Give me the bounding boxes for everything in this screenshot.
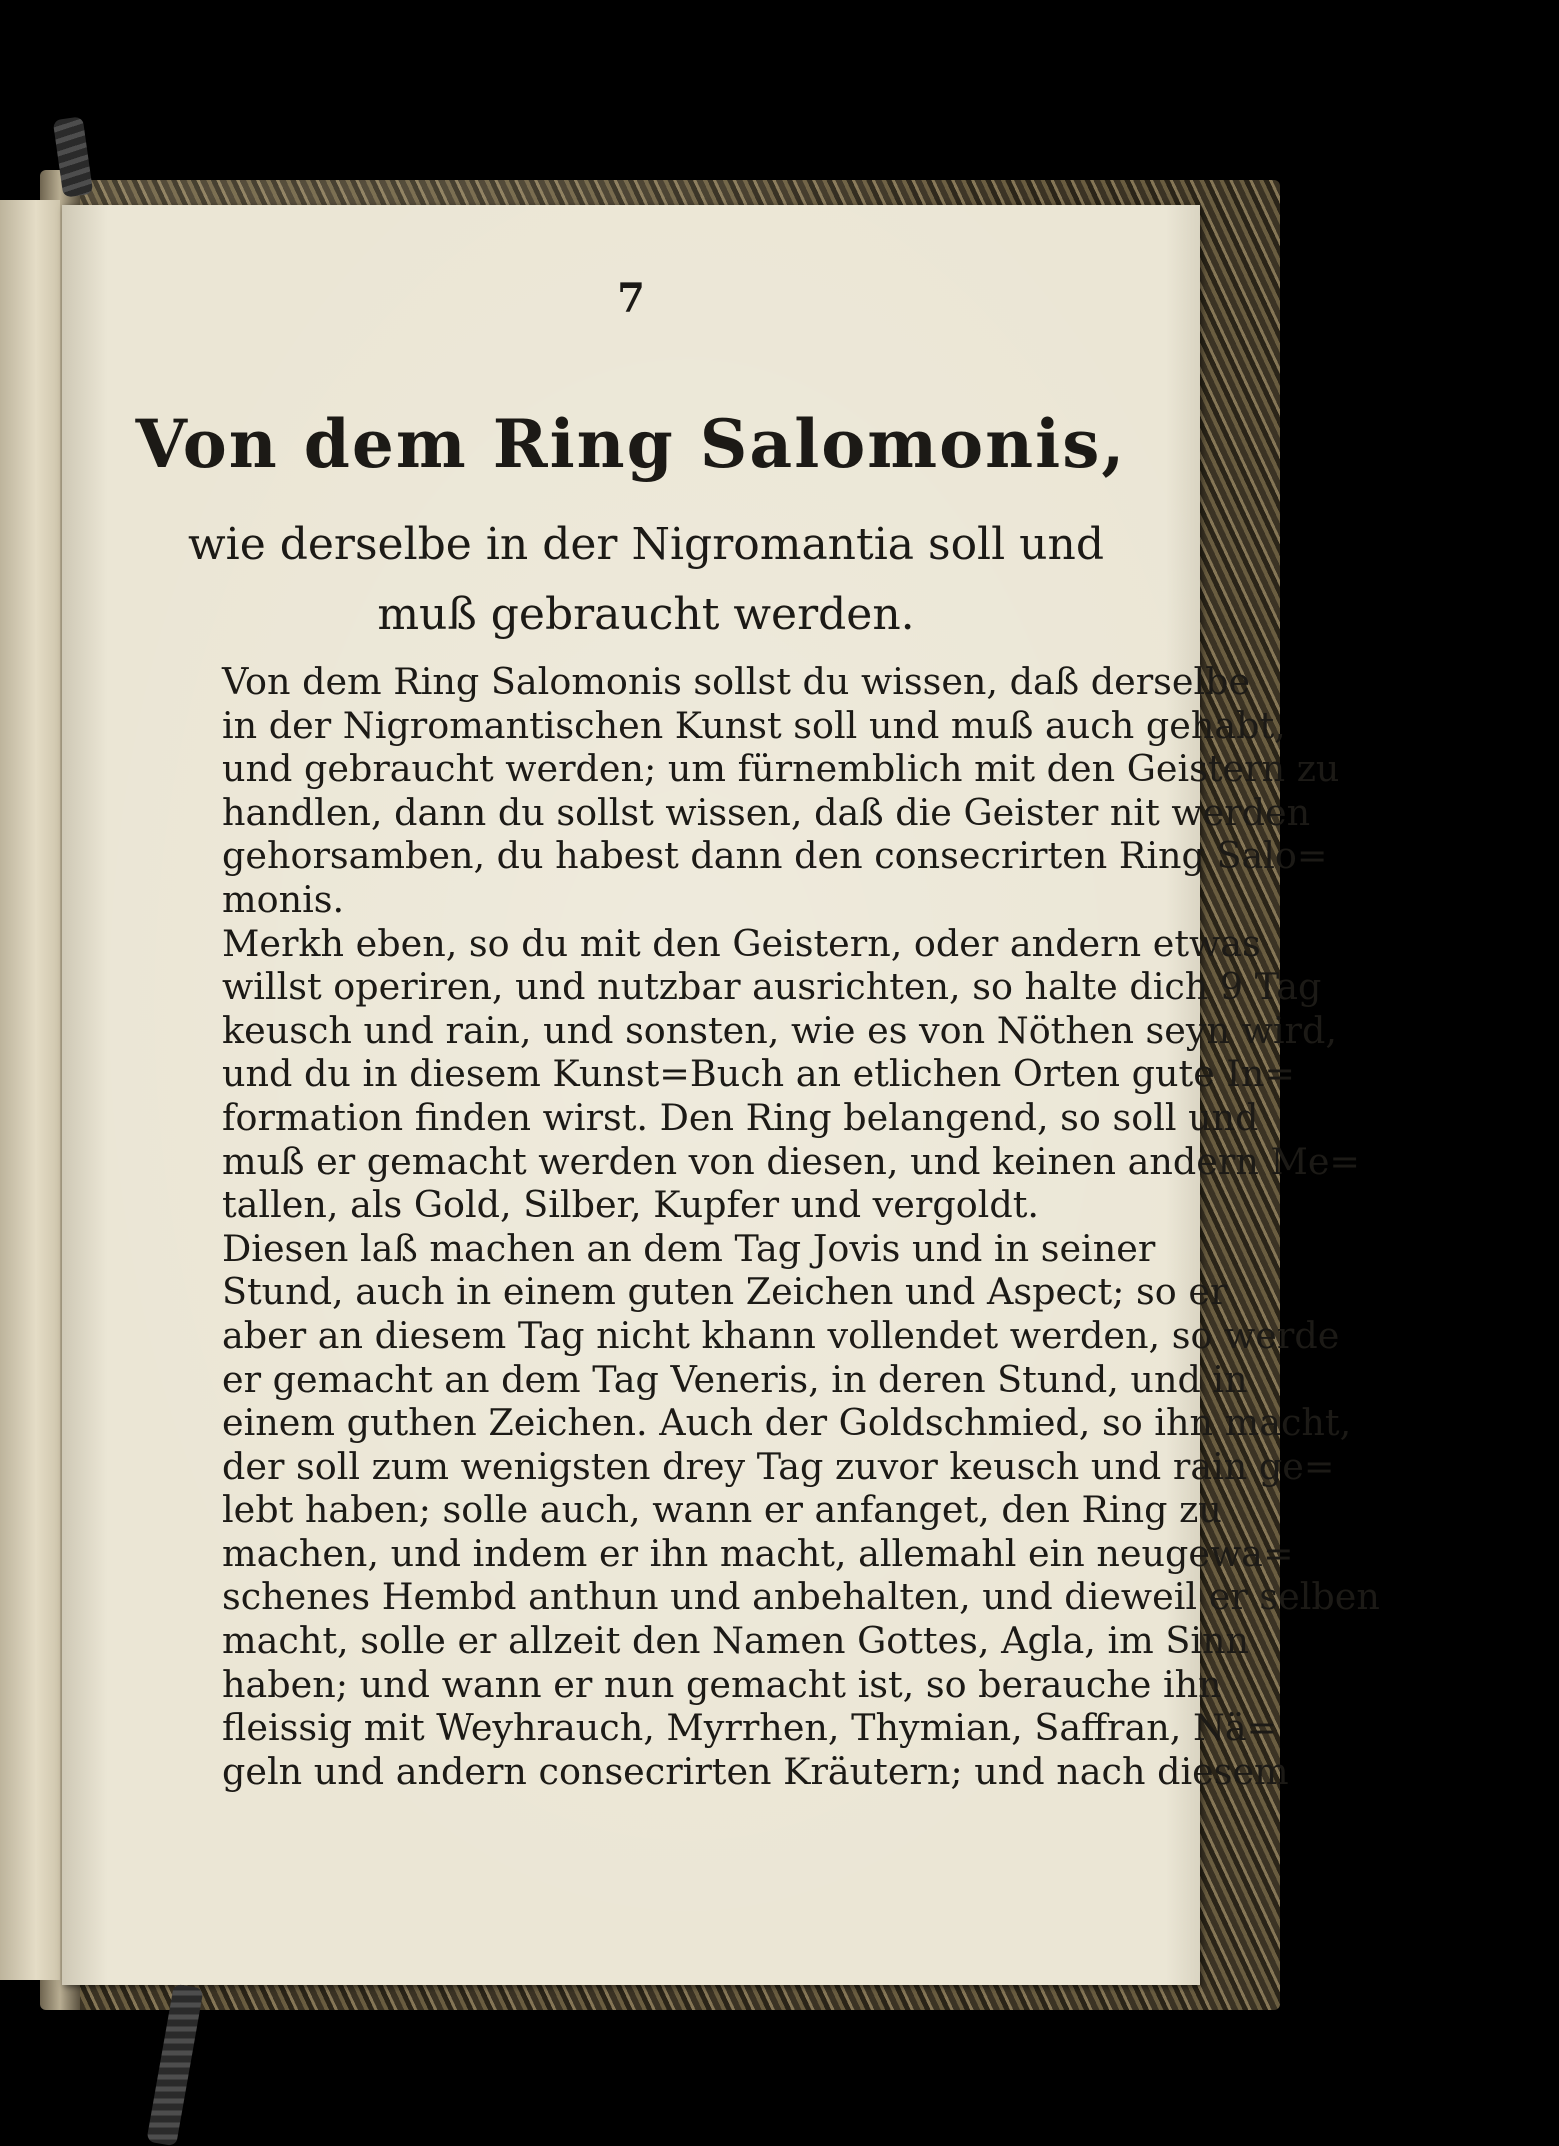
chapter-title: Von dem Ring Salomonis, bbox=[135, 405, 1127, 483]
chapter-subtitle: wie derselbe in der Nigromantia soll und muß gebraucht werden. bbox=[187, 519, 1105, 640]
text-line: monis. bbox=[222, 877, 345, 921]
text-line: handlen, dann du sollst wissen, daß die Geister nit werden bbox=[222, 790, 1311, 834]
previous-page-edge bbox=[0, 200, 60, 1980]
text-line: tallen, als Gold, Silber, Kupfer und vergoldt. bbox=[222, 1183, 1039, 1227]
text-line: haben; und wann er nun gemacht ist, so berauche ihn bbox=[222, 1662, 1222, 1706]
text-line: formation finden wirst. Den Ring belangend, so soll und bbox=[222, 1095, 1259, 1139]
text-line: willst operiren, und nutzbar ausrichten, so halte dich 9 Tag bbox=[222, 965, 1322, 1009]
text-line: Merkh eben, so du mit den Geistern, oder andern etwas bbox=[222, 921, 1261, 965]
text-line: der soll zum wenigsten drey Tag zuvor keusch und rain ge= bbox=[222, 1444, 1335, 1488]
paragraph bbox=[180, 921, 1361, 1227]
text-line: macht, solle er allzeit den Namen Gottes, Agla, im Sinn bbox=[222, 1619, 1250, 1663]
text-line: Stund, auch in einem guten Zeichen und Aspect; so er bbox=[222, 1270, 1228, 1314]
text-line: Von dem Ring Salomonis sollst du wissen, daß derselbe bbox=[222, 660, 1251, 703]
text-line: geln und andern consecrirten Kräutern; und nach diesem bbox=[222, 1749, 1289, 1793]
body-text bbox=[180, 660, 1380, 1793]
page-number: 7 bbox=[617, 275, 645, 322]
text-line: lebt haben; solle auch, wann er anfanget, den Ring zu bbox=[222, 1488, 1222, 1532]
text-line: und gebraucht werden; um fürnemblich mit den Geistern zu bbox=[222, 747, 1340, 791]
text-line: und du in diesem Kunst=Buch an etlichen Orten gute In= bbox=[222, 1052, 1295, 1096]
text-line: aber an diesem Tag nicht khann vollendet werden, so werde bbox=[222, 1313, 1340, 1357]
text-line: in der Nigromantischen Kunst soll und muß auch gehabt, bbox=[222, 703, 1286, 747]
paragraph bbox=[180, 660, 1340, 922]
text-line: schenes Hembd anthun und anbehalten, und dieweil er selben bbox=[222, 1575, 1380, 1619]
text-line: er gemacht an dem Tag Veneris, in deren Stund, und in bbox=[222, 1357, 1248, 1401]
paragraph bbox=[180, 1226, 1380, 1794]
text-line: muß er gemacht werden von diesen, und keinen andern Me= bbox=[222, 1139, 1361, 1183]
text-line: fleissig mit Weyhrauch, Myrrhen, Thymian, Saffran, Nä= bbox=[222, 1706, 1278, 1750]
text-line: gehorsamben, du habest dann den consecrirten Ring Salo= bbox=[222, 834, 1328, 878]
text-line: Diesen laß machen an dem Tag Jovis und in seiner bbox=[222, 1226, 1156, 1270]
book-page bbox=[62, 205, 1380, 1985]
text-line: einem guthen Zeichen. Auch der Goldschmied, so ihn macht, bbox=[222, 1401, 1352, 1445]
text-line: keusch und rain, und sonsten, wie es von Nöthen seyn wird, bbox=[222, 1008, 1337, 1052]
text-line: machen, und indem er ihn macht, allemahl ein neugewa= bbox=[222, 1531, 1294, 1575]
